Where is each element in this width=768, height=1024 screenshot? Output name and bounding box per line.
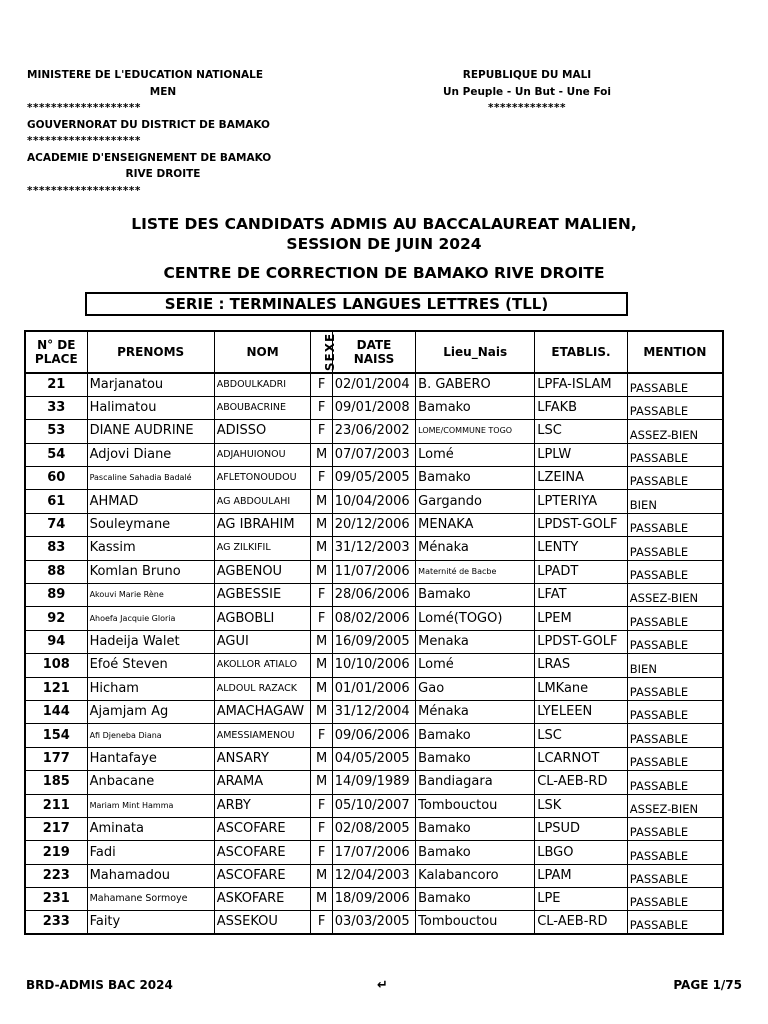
cell-place: 121 [25, 677, 87, 700]
cell-etablissement: LPFA-ISLAM [535, 373, 628, 396]
table-row [25, 817, 723, 840]
academy-sub: RIVE DROITE [125, 168, 201, 180]
table-row [25, 747, 723, 770]
cell-sexe: F [311, 396, 332, 419]
cell-sexe: F [311, 724, 332, 747]
cell-mention: PASSABLE [627, 864, 723, 887]
separator: ************* [488, 102, 566, 114]
table-row [25, 911, 723, 934]
cell-sexe: F [311, 607, 332, 630]
cell-prenoms: Adjovi Diane [87, 443, 214, 466]
col-header-mention: MENTION [627, 331, 723, 373]
cell-nom: ALDOUL RAZACK [214, 677, 311, 700]
cell-place: 53 [25, 420, 87, 443]
cell-prenoms: Hantafaye [87, 747, 214, 770]
cell-prenoms: Mariam Mint Hamma [87, 794, 214, 817]
cell-prenoms: AHMAD [87, 490, 214, 513]
cell-nom: ASSEKOU [214, 911, 311, 934]
cell-sexe: F [311, 420, 332, 443]
cell-prenoms: Marjanatou [87, 373, 214, 396]
cell-sexe: F [311, 817, 332, 840]
table-row [25, 888, 723, 911]
cell-prenoms: Pascaline Sahadia Badalé [87, 467, 214, 490]
academy-name: ACADEMIE D'ENSEIGNEMENT DE BAMAKO [27, 151, 272, 164]
cell-date-naiss: 12/04/2003 [332, 864, 415, 887]
cell-sexe: M [311, 747, 332, 770]
cell-place: 60 [25, 467, 87, 490]
cell-mention: PASSABLE [627, 467, 723, 490]
cell-sexe: M [311, 864, 332, 887]
table-row [25, 654, 723, 677]
cell-lieu-nais: LOME/COMMUNE TOGO [416, 420, 535, 443]
table-row [25, 537, 723, 560]
cell-etablissement: LPADT [535, 560, 628, 583]
cell-etablissement: LBGO [535, 841, 628, 864]
cell-date-naiss: 10/04/2006 [332, 490, 415, 513]
col-header-date: DATE NAISS [332, 331, 415, 373]
cell-nom: ADISSO [214, 420, 311, 443]
table-row [25, 490, 723, 513]
cell-place: 61 [25, 490, 87, 513]
cell-place: 233 [25, 911, 87, 934]
ministry-name: MINISTERE DE L'EDUCATION NATIONALE [27, 69, 264, 81]
cell-date-naiss: 05/10/2007 [332, 794, 415, 817]
cell-mention: PASSABLE [627, 841, 723, 864]
cell-nom: AG ABDOULAHI [214, 490, 311, 513]
cell-nom: ASCOFARE [214, 841, 311, 864]
table-row [25, 420, 723, 443]
cell-lieu-nais: Tombouctou [416, 794, 535, 817]
cell-prenoms: Mahamane Sormoye [87, 888, 214, 911]
cell-mention: BIEN [627, 654, 723, 677]
country-name: REPUBLIQUE DU MALI [462, 69, 592, 81]
cell-prenoms: Efoé Steven [87, 654, 214, 677]
col-header-nom: NOM [214, 331, 311, 373]
table-row [25, 700, 723, 723]
table-row [25, 396, 723, 419]
cell-lieu-nais: Ménaka [416, 537, 535, 560]
cell-place: 88 [25, 560, 87, 583]
cell-place: 219 [25, 841, 87, 864]
col-header-prenoms: PRENOMS [87, 331, 214, 373]
cell-place: 211 [25, 794, 87, 817]
cell-mention: PASSABLE [627, 677, 723, 700]
cell-sexe: M [311, 490, 332, 513]
cell-nom: ABOUBACRINE [214, 396, 311, 419]
cell-prenoms: Faity [87, 911, 214, 934]
cell-lieu-nais: Bamako [416, 584, 535, 607]
cell-date-naiss: 14/09/1989 [332, 771, 415, 794]
cell-etablissement: LSK [535, 794, 628, 817]
cell-mention: PASSABLE [627, 630, 723, 653]
cell-etablissement: LPLW [535, 443, 628, 466]
ministry-header [27, 67, 299, 199]
cell-etablissement: LPSUD [535, 817, 628, 840]
cell-lieu-nais: Lomé(TOGO) [416, 607, 535, 630]
table-row [25, 771, 723, 794]
cell-prenoms: Hadeija Walet [87, 630, 214, 653]
cell-sexe: F [311, 841, 332, 864]
cell-lieu-nais: Bamako [416, 888, 535, 911]
cell-date-naiss: 20/12/2006 [332, 513, 415, 536]
cell-place: 33 [25, 396, 87, 419]
cell-etablissement: LYELEEN [535, 700, 628, 723]
cell-sexe: M [311, 513, 332, 536]
table-row [25, 864, 723, 887]
footer-doc-ref: BRD-ADMIS BAC 2024 [26, 978, 173, 992]
cell-prenoms: Fadi [87, 841, 214, 864]
separator: ******************* [27, 135, 141, 147]
cell-mention: PASSABLE [627, 771, 723, 794]
session-title: SESSION DE JUIN 2024 [286, 235, 482, 253]
centre-title: CENTRE DE CORRECTION DE BAMAKO RIVE DROITE [163, 264, 605, 282]
cell-prenoms: Souleymane [87, 513, 214, 536]
cell-sexe: M [311, 537, 332, 560]
cell-prenoms: Kassim [87, 537, 214, 560]
cell-sexe: F [311, 373, 332, 396]
cell-etablissement: LMKane [535, 677, 628, 700]
table-row [25, 677, 723, 700]
cell-place: 92 [25, 607, 87, 630]
cell-nom: AFLETONOUDOU [214, 467, 311, 490]
cell-prenoms: Mahamadou [87, 864, 214, 887]
cell-place: 144 [25, 700, 87, 723]
cell-place: 154 [25, 724, 87, 747]
cell-lieu-nais: B. GABERO [416, 373, 535, 396]
cell-mention: PASSABLE [627, 911, 723, 934]
republic-header [420, 67, 634, 117]
cell-nom: ASCOFARE [214, 864, 311, 887]
cell-place: 223 [25, 864, 87, 887]
cell-etablissement: CL-AEB-RD [535, 771, 628, 794]
cell-mention: PASSABLE [627, 724, 723, 747]
cell-prenoms: Anbacane [87, 771, 214, 794]
cell-lieu-nais: Tombouctou [416, 911, 535, 934]
cell-place: 185 [25, 771, 87, 794]
cell-etablissement: LZEINA [535, 467, 628, 490]
separator: ******************* [27, 184, 141, 197]
cell-nom: AGUI [214, 630, 311, 653]
cell-mention: ASSEZ-BIEN [627, 420, 723, 443]
table-row [25, 630, 723, 653]
motto: Un Peuple - Un But - Une Foi [442, 85, 611, 98]
ministry-abbr: MEN [149, 85, 177, 98]
cell-lieu-nais: Bamako [416, 724, 535, 747]
document-title: LISTE DES CANDIDATS ADMIS AU BACCALAUREAT MALIEN, [131, 215, 637, 233]
cell-sexe: F [311, 794, 332, 817]
cell-date-naiss: 09/05/2005 [332, 467, 415, 490]
cell-sexe: F [311, 584, 332, 607]
cell-place: 21 [25, 373, 87, 396]
cell-place: 177 [25, 747, 87, 770]
cell-prenoms: DIANE AUDRINE [87, 420, 214, 443]
cell-mention: PASSABLE [627, 888, 723, 911]
table-row [25, 443, 723, 466]
cell-prenoms: Komlan Bruno [87, 560, 214, 583]
cell-mention: PASSABLE [627, 373, 723, 396]
cell-mention: PASSABLE [627, 700, 723, 723]
cell-lieu-nais: Bamako [416, 841, 535, 864]
cell-lieu-nais: Bamako [416, 817, 535, 840]
cell-mention: PASSABLE [627, 560, 723, 583]
cell-lieu-nais: Kalabancoro [416, 864, 535, 887]
cell-etablissement: LPEM [535, 607, 628, 630]
cell-place: 108 [25, 654, 87, 677]
cell-date-naiss: 17/07/2006 [332, 841, 415, 864]
serie-title: SERIE : TERMINALES LANGUES LETTRES (TLL) [85, 292, 628, 316]
cell-date-naiss: 09/06/2006 [332, 724, 415, 747]
cell-lieu-nais: MENAKA [416, 513, 535, 536]
col-header-place: N° DE PLACE [25, 331, 87, 373]
cell-prenoms: Ajamjam Ag [87, 700, 214, 723]
cell-lieu-nais: Lomé [416, 654, 535, 677]
separator: ******************* [27, 102, 141, 114]
cell-date-naiss: 16/09/2005 [332, 630, 415, 653]
cell-etablissement: LPAM [535, 864, 628, 887]
cell-place: 217 [25, 817, 87, 840]
cell-place: 231 [25, 888, 87, 911]
cell-date-naiss: 10/10/2006 [332, 654, 415, 677]
cell-lieu-nais: Gao [416, 677, 535, 700]
cell-etablissement: LSC [535, 724, 628, 747]
cell-prenoms: Afi Djeneba Diana [87, 724, 214, 747]
table-row [25, 794, 723, 817]
table-row [25, 584, 723, 607]
cell-mention: PASSABLE [627, 607, 723, 630]
cell-prenoms: Hicham [87, 677, 214, 700]
cell-mention: ASSEZ-BIEN [627, 584, 723, 607]
table-row [25, 373, 723, 396]
cell-etablissement: LPE [535, 888, 628, 911]
cell-nom: ASCOFARE [214, 817, 311, 840]
cell-etablissement: LFAKB [535, 396, 628, 419]
page-number: PAGE 1/75 [673, 978, 742, 992]
return-icon: ↵ [377, 978, 388, 993]
cell-nom: AKOLLOR ATIALO [214, 654, 311, 677]
cell-nom: AMACHAGAW [214, 700, 311, 723]
cell-date-naiss: 07/07/2003 [332, 443, 415, 466]
cell-etablissement: LPDST-GOLF [535, 513, 628, 536]
cell-sexe: M [311, 560, 332, 583]
cell-lieu-nais: Bamako [416, 747, 535, 770]
cell-mention: PASSABLE [627, 396, 723, 419]
cell-sexe: M [311, 654, 332, 677]
cell-etablissement: LRAS [535, 654, 628, 677]
cell-mention: ASSEZ-BIEN [627, 794, 723, 817]
cell-place: 74 [25, 513, 87, 536]
cell-place: 54 [25, 443, 87, 466]
cell-date-naiss: 28/06/2006 [332, 584, 415, 607]
col-header-sexe: SEXE [311, 331, 332, 373]
cell-prenoms: Ahoefa Jacquie Gloria [87, 607, 214, 630]
cell-lieu-nais: Gargando [416, 490, 535, 513]
cell-etablissement: LCARNOT [535, 747, 628, 770]
cell-place: 83 [25, 537, 87, 560]
cell-date-naiss: 11/07/2006 [332, 560, 415, 583]
table-row [25, 724, 723, 747]
admitted-candidates-table [24, 330, 724, 935]
cell-mention: PASSABLE [627, 513, 723, 536]
cell-place: 89 [25, 584, 87, 607]
cell-lieu-nais: Maternité de Bacbe [416, 560, 535, 583]
cell-prenoms: Aminata [87, 817, 214, 840]
cell-nom: ASKOFARE [214, 888, 311, 911]
cell-sexe: M [311, 630, 332, 653]
cell-date-naiss: 01/01/2006 [332, 677, 415, 700]
cell-nom: AGBENOU [214, 560, 311, 583]
cell-etablissement: LPDST-GOLF [535, 630, 628, 653]
cell-date-naiss: 09/01/2008 [332, 396, 415, 419]
cell-date-naiss: 02/01/2004 [332, 373, 415, 396]
cell-nom: AG IBRAHIM [214, 513, 311, 536]
cell-place: 94 [25, 630, 87, 653]
cell-lieu-nais: Bamako [416, 396, 535, 419]
cell-date-naiss: 18/09/2006 [332, 888, 415, 911]
cell-mention: PASSABLE [627, 817, 723, 840]
table-row [25, 467, 723, 490]
table-row [25, 841, 723, 864]
col-header-etab: ETABLIS. [535, 331, 628, 373]
cell-lieu-nais: Lomé [416, 443, 535, 466]
cell-nom: ADJAHUIONOU [214, 443, 311, 466]
cell-mention: PASSABLE [627, 747, 723, 770]
table-row [25, 607, 723, 630]
table-header-row [25, 331, 723, 373]
cell-sexe: M [311, 443, 332, 466]
cell-sexe: F [311, 467, 332, 490]
cell-sexe: F [311, 911, 332, 934]
cell-nom: ANSARY [214, 747, 311, 770]
col-header-lieu: Lieu_Nais [416, 331, 535, 373]
cell-date-naiss: 31/12/2004 [332, 700, 415, 723]
cell-mention: BIEN [627, 490, 723, 513]
cell-mention: PASSABLE [627, 537, 723, 560]
cell-nom: AGBOBLI [214, 607, 311, 630]
cell-nom: ABDOULKADRI [214, 373, 311, 396]
table-row [25, 560, 723, 583]
cell-prenoms: Akouvi Marie Rène [87, 584, 214, 607]
cell-date-naiss: 04/05/2005 [332, 747, 415, 770]
cell-sexe: M [311, 771, 332, 794]
cell-nom: AMESSIAMENOU [214, 724, 311, 747]
cell-mention: PASSABLE [627, 443, 723, 466]
cell-nom: ARBY [214, 794, 311, 817]
cell-lieu-nais: Bandiagara [416, 771, 535, 794]
cell-etablissement: LENTY [535, 537, 628, 560]
cell-sexe: M [311, 888, 332, 911]
cell-date-naiss: 31/12/2003 [332, 537, 415, 560]
cell-nom: AGBESSIE [214, 584, 311, 607]
cell-etablissement: CL-AEB-RD [535, 911, 628, 934]
cell-date-naiss: 08/02/2006 [332, 607, 415, 630]
cell-lieu-nais: Bamako [416, 467, 535, 490]
cell-date-naiss: 02/08/2005 [332, 817, 415, 840]
cell-etablissement: LSC [535, 420, 628, 443]
governorate-name: GOUVERNORAT DU DISTRICT DE BAMAKO [27, 118, 270, 131]
cell-nom: AG ZILKIFIL [214, 537, 311, 560]
cell-lieu-nais: Menaka [416, 630, 535, 653]
table-row [25, 513, 723, 536]
cell-nom: ARAMA [214, 771, 311, 794]
cell-etablissement: LFAT [535, 584, 628, 607]
cell-lieu-nais: Ménaka [416, 700, 535, 723]
cell-sexe: M [311, 700, 332, 723]
cell-date-naiss: 03/03/2005 [332, 911, 415, 934]
cell-date-naiss: 23/06/2002 [332, 420, 415, 443]
cell-sexe: M [311, 677, 332, 700]
cell-etablissement: LPTERIYA [535, 490, 628, 513]
cell-prenoms: Halimatou [87, 396, 214, 419]
